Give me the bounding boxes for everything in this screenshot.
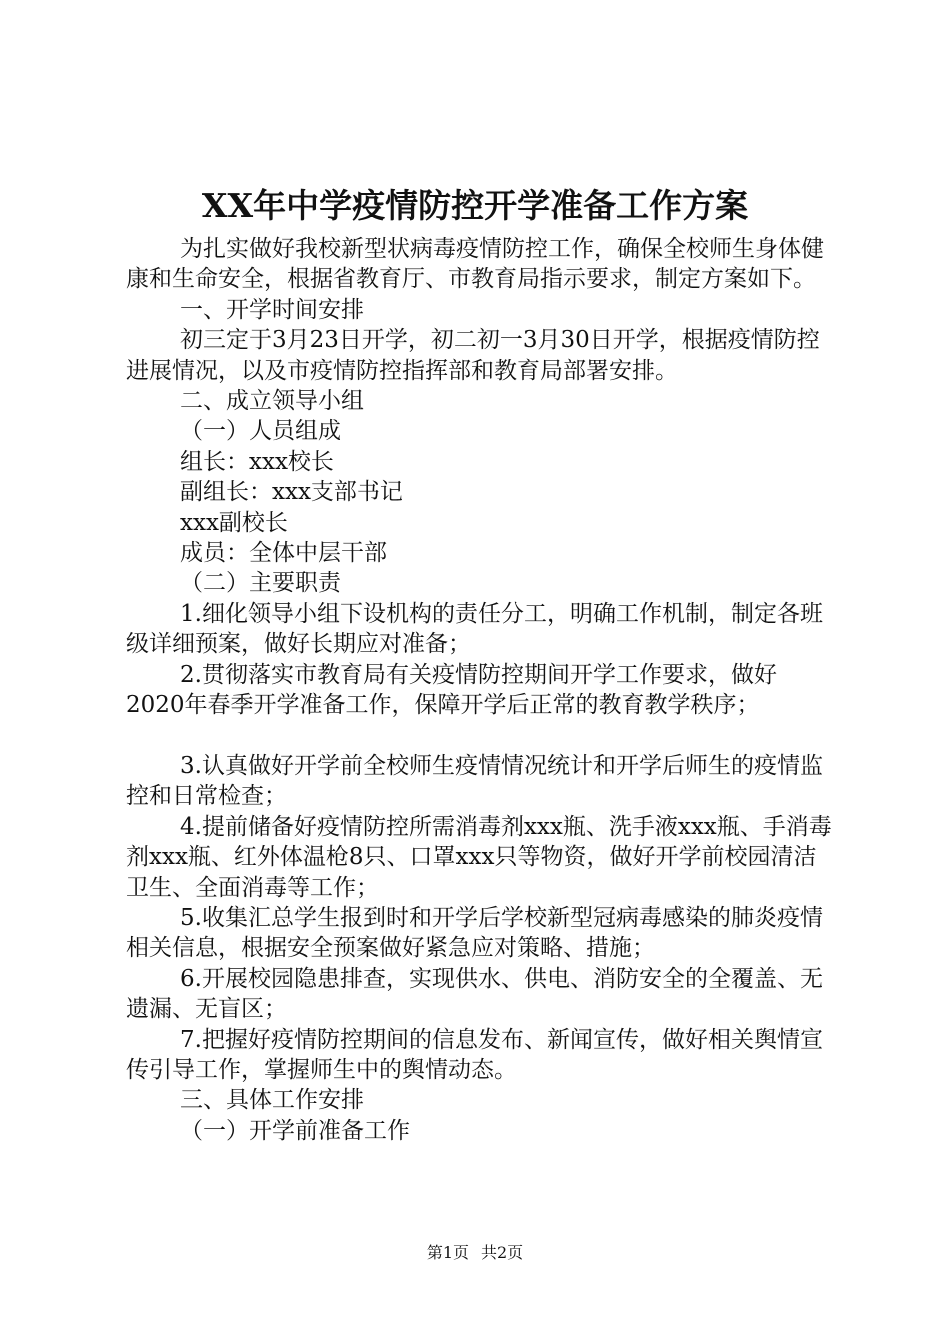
subsection-heading-preparation: （一）开学前准备工作 (180, 1117, 410, 1144)
section-heading-1: 一、开学时间安排 (180, 296, 364, 323)
leader-line: 组长：xxx校长 (180, 448, 334, 475)
vice-principal-line: xxx副校长 (180, 509, 288, 536)
members-line: 成员：全体中层干部 (180, 540, 387, 567)
subsection-heading-members: （一）人员组成 (180, 418, 341, 445)
subsection-heading-duties: （二）主要职责 (180, 570, 341, 597)
duty-item-1: 1.细化领导小组下设机构的责任分工，明确工作机制，制定各班级详细预案，做好长期应对准备； (126, 600, 823, 658)
duty-item-7: 7.把握好疫情防控期间的信息发布、新闻宣传，做好相关舆情宣传引导工作，掌握师生中的舆情动态。 (126, 1026, 823, 1083)
blank-line (126, 721, 832, 751)
duty-item-4: 4.提前储备好疫情防控所需消毒剂xxx瓶、洗手液xxx瓶、手消毒剂xxx瓶、红外体温枪8只、口罩xxx只等物资，做好开学前校园清洁卫生、全面消毒等工作； (126, 813, 832, 901)
page-footer (0, 1242, 950, 1264)
duty-item-6: 6.开展校园隐患排查，实现供水、供电、消防安全的全覆盖、无遗漏、无盲区； (126, 965, 823, 1023)
page-number-current: 第1页 (426, 1243, 469, 1262)
intro-paragraph: 为扎实做好我校新型状病毒疫情防控工作，确保全校师生身体健康和生命安全，根据省教育厅、市教育局指示要求，制定方案如下。 (126, 236, 824, 293)
page-number-total: 共2页 (481, 1243, 524, 1262)
section-heading-3: 三、具体工作安排 (180, 1087, 364, 1114)
duty-item-2: 2.贯彻落实市教育局有关疫情防控期间开学工作要求，做好2020年春季开学准备工作，保障开学后正常的教育教学秩序； (126, 661, 777, 719)
duty-item-5: 5.收集汇总学生报到时和开学后学校新型冠病毒感染的肺炎疫情相关信息，根据安全预案做好紧急应对策略、措施； (126, 904, 823, 962)
document-title: XX年中学疫情防控开学准备工作方案 (201, 186, 749, 225)
schedule-paragraph: 初三定于3月23日开学，初二初一3月30日开学，根据疫情防控进展情况，以及市疫情防控指挥部和教育局部署安排。 (126, 327, 820, 384)
document-body (126, 234, 832, 1146)
duty-item-3: 3.认真做好开学前全校师生疫情情况统计和开学后师生的疫情监控和日常检查； (126, 752, 823, 810)
section-heading-2: 二、成立领导小组 (180, 388, 364, 415)
deputy-leader-line: 副组长：xxx支部书记 (180, 479, 403, 506)
